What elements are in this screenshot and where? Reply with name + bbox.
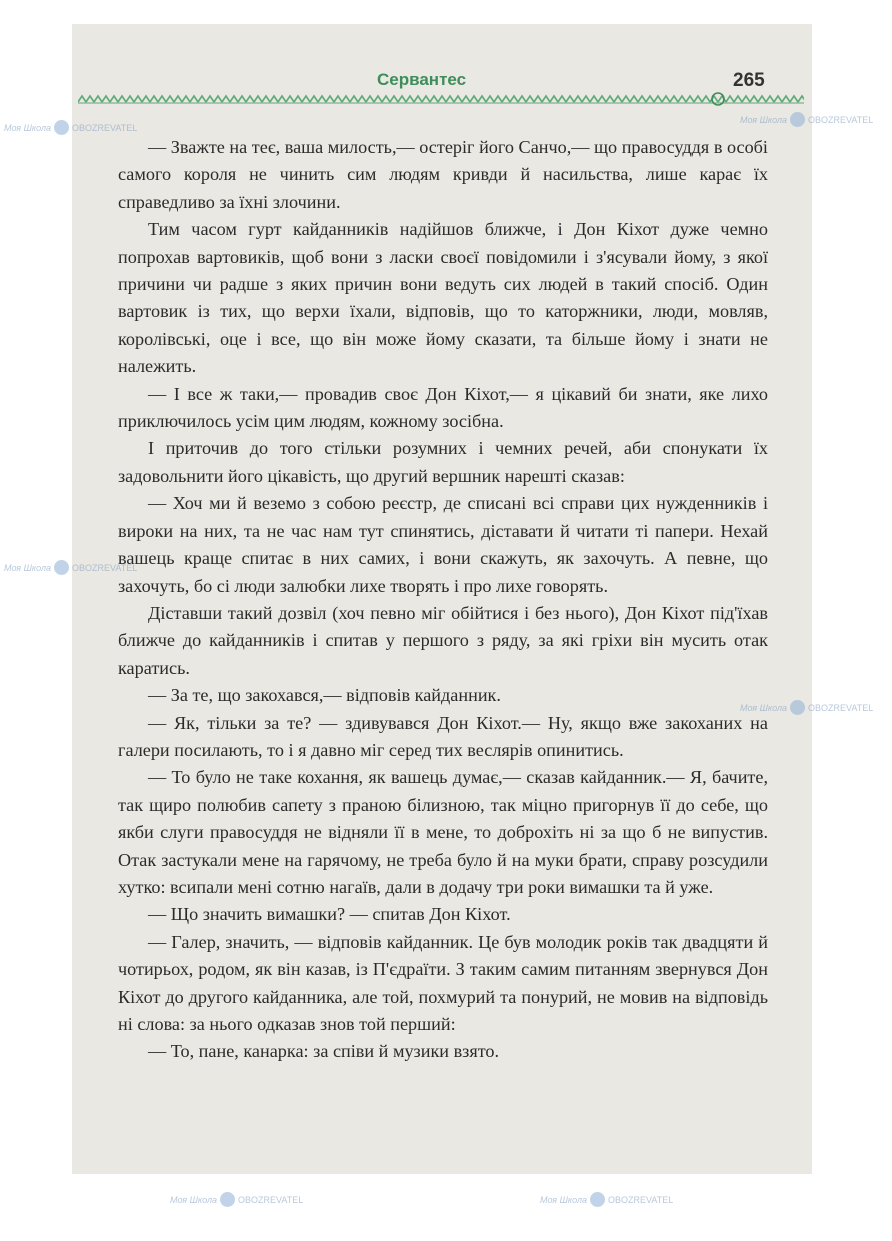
paragraph: — То було не таке кохання, як вашець думає,— сказав кайданник.— Я, бачите, так щиро полюбив сапету з праною білизною, так міцно пригорнув її до себе, що якби слуги правосуддя не відняли її в мене, то доброхіть ні за що б не випустив. Отак застукали мене на гарячому, не треба було й на муки брати, справу розсудили хутко: всипали мені сотню нагаїв, дали в додачу три роки вимашки та й уже.: [118, 767, 768, 897]
watermark-text: OBOZREVATEL: [808, 702, 874, 713]
running-header-title: Сервантес: [377, 70, 467, 89]
obozrevatel-logo-icon: [220, 1192, 235, 1207]
paragraph: Діставши такий дозвіл (хоч певно міг обійтися і без нього), Дон Кіхот під'їхав ближче до кайданників і спитав у першого з ряду, за які гріхи він мусить отак каратись.: [118, 602, 768, 678]
obozrevatel-logo-icon: [54, 120, 69, 135]
paragraph: — Що значить вимашки? — спитав Дон Кіхот.: [148, 904, 511, 925]
watermark: [170, 1192, 303, 1207]
watermark-text: OBOZREVATEL: [72, 122, 138, 133]
watermark-text: Моя Школа: [4, 122, 52, 133]
watermark-text: Моя Школа: [740, 702, 788, 713]
paragraph: — Хоч ми й веземо з собою реєстр, де списані всі справи цих нужденників і вироки на них, та не час нам тут спинятись, діставати й читати ті папери. Нехай вашець краще спитає в них самих, і вони скажуть, як захочуть. А певне, що захочуть, бо сі люди залюбки лихе творять і про лихе говорять.: [118, 493, 768, 596]
watermark-text: Моя Школа: [4, 562, 52, 573]
page-number: 265: [733, 70, 765, 91]
watermark-text: Моя Школа: [540, 1194, 588, 1205]
watermark-text: Моя Школа: [740, 114, 788, 125]
paragraph: Тим часом гурт кайданників надійшов ближче, і Дон Кіхот дуже чемно попрохав вартовиків, щоб вони з ласки своєї повідомили і з'ясували йому, з якої причини чи радше з яких причин вони ведуть сих людей в такий спосіб. Один вартовик із тих, що верхи їхали, відповів, що то каторжники, люди, мовляв, королівські, оце і все, що він може йому сказати, та більше йому і знати не належить.: [118, 219, 768, 377]
paragraph: — Галер, значить, — відповів кайданник. Це був молодик років так двадцяти й чотирьох, родом, як він казав, із П'єдраїти. З таким самим питанням звернувся Дон Кіхот до другого кайданника, але той, похмурий та понурий, не мовив на відповідь ні слова: за нього одказав знов той перший:: [118, 931, 768, 1034]
header-ornament-rule: [78, 92, 804, 106]
paragraph: — За те, що закохався,— відповів кайданник.: [148, 685, 501, 706]
watermark-text: OBOZREVATEL: [608, 1194, 674, 1205]
obozrevatel-logo-icon: [590, 1192, 605, 1207]
paragraph: — То, пане, канарка: за співи й музики взято.: [148, 1041, 500, 1062]
paragraph: — Зважте на теє, ваша милость,— остеріг його Санчо,— що правосуддя в особі самого короля не чинить сим людям кривди й насильства, лише карає їх справедливо за їхні злочини.: [118, 137, 768, 212]
watermark-text: OBOZREVATEL: [808, 114, 874, 125]
paragraph: І приточив до того стільки розумних і чемних речей, аби спонукати їх задовольнити його цікавість, що другий вершник нарешті сказав:: [118, 438, 768, 486]
watermark-text: OBOZREVATEL: [72, 562, 138, 573]
book-page: [72, 24, 812, 1174]
watermark-text: OBOZREVATEL: [238, 1194, 304, 1205]
paragraph: — Як, тільки за те? — здивувався Дон Кіхот.— Ну, якщо вже закоханих на галери посилають, то і я давно міг серед тих веслярів опинитись.: [118, 712, 768, 760]
watermark: [540, 1192, 673, 1207]
body-text: [118, 134, 768, 1066]
paragraph: — І все ж таки,— провадив своє Дон Кіхот,— я цікавий би знати, яке лихо приключилось усім цим людям, кожному зосібна.: [118, 383, 768, 432]
obozrevatel-logo-icon: [54, 560, 69, 575]
watermark-text: Моя Школа: [170, 1194, 218, 1205]
